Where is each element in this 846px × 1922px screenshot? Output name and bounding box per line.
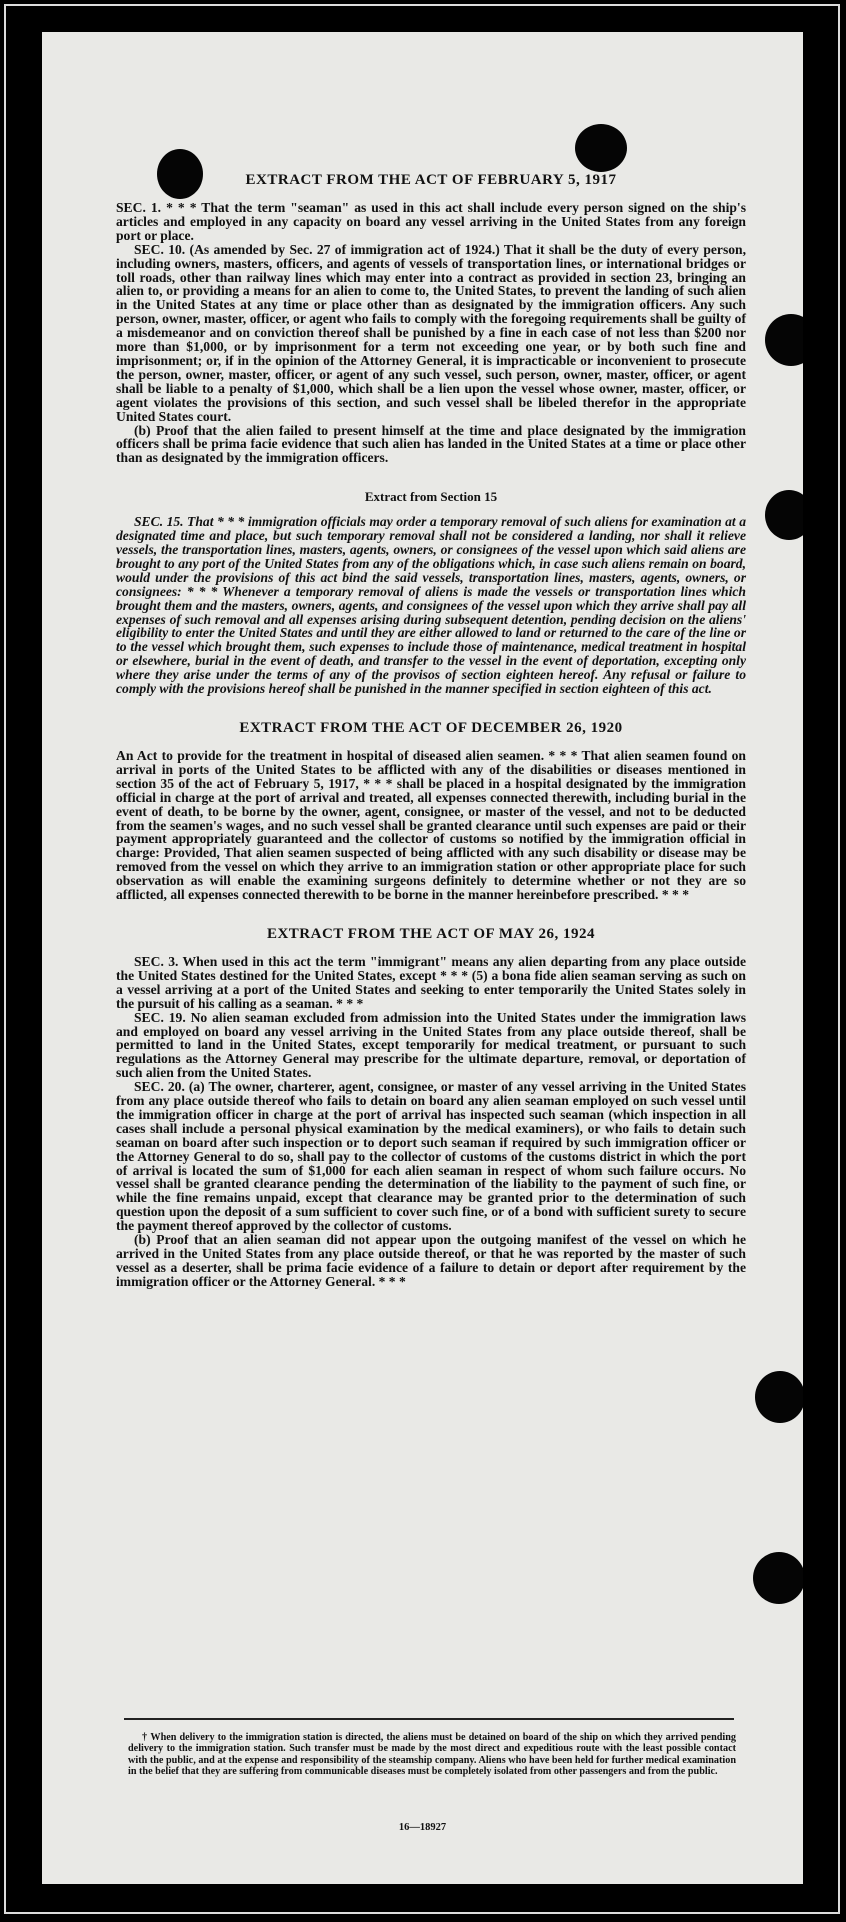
document-page — [42, 32, 803, 1884]
section-heading: EXTRACT FROM THE ACT OF MAY 26, 1924 — [266, 925, 596, 942]
paragraph: SEC. 15. That * * * immigration officials may order a temporary removal of such aliens for examination at a designated time and place, but such temporary removal shall not be considered a landing, nor shall it relieve vessels, the transportation lines, masters, agents, owners, or consignees of the vessel upon which said aliens are brought to any port of the United States from any of the obligations which, in case such aliens remain on board, would under the provisions of this act bind the said vessels, transportation lines, masters, agents, owners, or consignees: * * * Whenever a temporary removal of aliens is made the vessels or transportation lines which brought them and the masters, owners, agents, and consignees of the vessel upon which they arrive shall pay all expenses of such removal and all expenses arising during subsequent detention, pending decision on the aliens' eligibility to enter the United States and until they are either allowed to land or returned to the care of the line or to the vessel which brought them, such expenses to include those of maintenance, medical treatment in hospital or elsewhere, burial in the event of death, and transfer to the vessel in the event of deportation, excepting only where they arise under the terms of any of the provisos of section eighteen hereof. Any refusal or failure to comply with the provisions hereof shall be punished in the manner specified in section eighteen of this act. — [116, 514, 746, 697]
paragraph: SEC. 1. * * * That the term "seaman" as used in this act shall include every person signed on the ship's articles and employed in any capacity on board any vessel arriving in the United States from any foreign port or place. — [116, 200, 746, 243]
paragraph: SEC. 20. (a) The owner, charterer, agent, consignee, or master of any vessel arriving in the United States from any place outside thereof who fails to detain on board any alien seaman employed on such vessel until the immigration officer in charge at the port of arrival has inspected such seaman (which inspection in all cases shall include a personal physical examination by the medical examiners), or who fails to detain such seaman on board after such inspection or to deport such seaman if required by such immigration officer or the Attorney General to do so, shall pay to the collector of customs of the customs district in which the port of arrival is located the sum of $1,000 for each alien seaman in respect of whom such failure occurs. No vessel shall be granted clearance pending the determination of the liability to the payment of such fine, or while the fine remains unpaid, except that clearance may be granted prior to the determination of such question upon the deposit of a sum sufficient to cover such fine, or of a bond with sufficient surety to secure the payment thereof approved by the collector of customs. — [116, 1079, 746, 1234]
punch-hole — [755, 1371, 803, 1423]
paragraph: An Act to provide for the treatment in hospital of diseased alien seamen. * * * That alien seamen found on arrival in ports of the United States to be afflicted with any of the disabilities or diseases mentioned in section 35 of the act of February 5, 1917, * * * shall be placed in a hospital designated by the immigration official in charge at the port of arrival and treated, all expenses connected therewith, including burial in the event of death, to be borne by the owner, agent, consignee, or master of the vessel, and not to be deducted from the seamen's wages, and no such vessel shall be granted clearance until such expenses are paid or their payment appropriately guaranteed and the collector of customs so notified by the immigration official in charge: Provided, That alien seamen suspected of being afflicted with any such disability or disease may be removed from the vessel on which they arrive to an immigration station or other appropriate place for such observation as will enable the examining surgeons definitely to determine whether or not they are so afflicted, all expenses connected therewith to be borne in the manner hereinbefore prescribed. * * * — [116, 748, 746, 903]
section-heading: EXTRACT FROM THE ACT OF FEBRUARY 5, 1917 — [245, 172, 617, 188]
page-code: 16—18927 — [398, 1822, 447, 1833]
document-body — [116, 172, 746, 1313]
paragraph: (b) Proof that the alien failed to present himself at the time and place designated by the immigration officers shall be prima facie evidence that such alien has landed in the United States at a time or place other than as designated by the immigration officers. — [116, 422, 746, 466]
section-act-may-1924 — [116, 926, 746, 1289]
paragraph: SEC. 19. No alien seaman excluded from admission into the United States under the immigration laws and employed on board any vessel arriving in the United States from any place outside thereof, shall be permitted to land in the United States, except temporarily for medical treatment, or pursuant to such regulations as the Attorney General may prescribe for the ultimate departure, removal, or deportation of such alien from the United States. — [116, 1009, 746, 1081]
paragraph: (b) Proof that an alien seaman did not appear upon the outgoing manifest of the vessel on which he arrived in the United States from any place outside thereof, or that he was reported by the master of such vessel as a deserter, shall be prima facie evidence of a failure to detain or deport after requirement by the immigration officer or the Attorney General. * * * — [116, 1232, 746, 1289]
section-extract-15 — [116, 489, 746, 696]
punch-hole — [753, 1552, 803, 1604]
punch-hole — [575, 124, 627, 172]
footnote-divider — [124, 1718, 734, 1720]
footnote: † When delivery to the immigration station is directed, the aliens must be detained on board of the ship on which they arrived pending delivery to the immigration station. Such transfer must be made by the most direct and expeditious route with the least possible contact with the public, and at the expense and responsibility of the steamship company. Aliens who have been held for further medical examination in the belief that they are suffering from communicable diseases must be completely isolated from other passengers and from the public. — [128, 1732, 736, 1778]
section-heading: EXTRACT FROM THE ACT OF DECEMBER 26, 1920 — [239, 720, 623, 736]
punch-hole — [765, 314, 803, 366]
paragraph: SEC. 10. (As amended by Sec. 27 of immigration act of 1924.) That it shall be the duty of every person, including owners, masters, officers, and agents of vessels of transportation lines, or international bridges or toll roads, other than railway lines which may enter into a contract as provided in section 23, bringing an alien to, or providing a means for an alien to come to, the United States, to prevent the landing of such alien in the United States at any time or place other than as designated by the immigration officers. Any such person, owner, master, officer, or agent who fails to comply with the foregoing requirements shall be guilty of a misdemeanor and on conviction thereof shall be punished by a fine in each case of not less than $200 nor more than $1,000, or by imprisonment for a term not exceeding one year, or by both such fine and imprisonment; or, if in the opinion of the Attorney General, it is impracticable or inconvenient to prosecute the person, owner, master, officer, or agent of any such vessel, such person, owner, master, officer, or agent shall be liable to a penalty of $1,000, which shall be a lien upon the vessel whose owner, master, officer, or agent violates the provisions of this section, and such vessel shall be libeled therefor in the appropriate United States court. — [116, 241, 746, 424]
section-act-dec-1920 — [116, 720, 746, 902]
paragraph: SEC. 3. When used in this act the term "immigrant" means any alien departing from any place outside the United States destined for the United States, except * * * (5) a bona fide alien seaman serving as such on a vessel arriving at a port of the United States and seeking to enter temporarily the United States solely in the pursuit of his calling as a seaman. * * * — [116, 953, 746, 1011]
section-heading: Extract from Section 15 — [364, 489, 498, 505]
section-act-feb-1917 — [116, 172, 746, 465]
punch-hole — [765, 490, 803, 540]
